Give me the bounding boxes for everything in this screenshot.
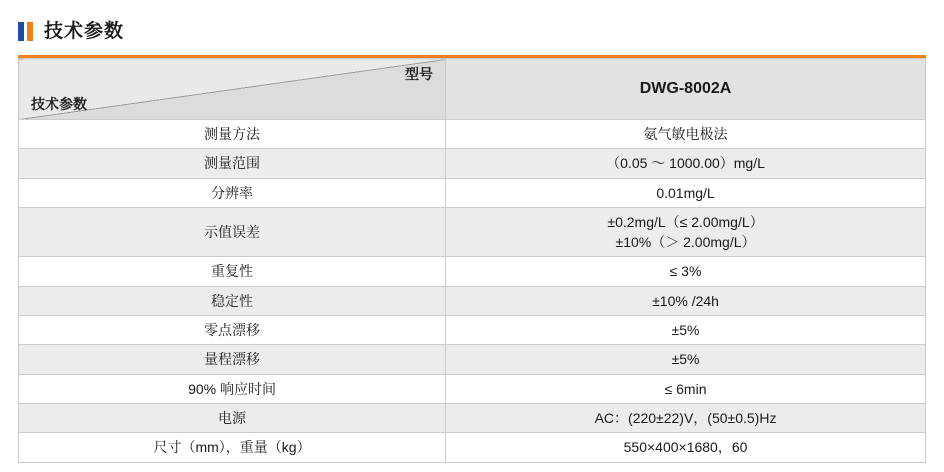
row-param: 分辨率 [19,178,446,207]
row-value: ≤ 6min [446,374,926,403]
row-param: 电源 [19,403,446,432]
table-row [19,286,926,315]
row-value: ±10% /24h [446,286,926,315]
table-row [19,433,926,462]
table-header-row [19,59,926,120]
table-row [19,316,926,345]
row-param: 零点漂移 [19,316,446,345]
row-value: 0.01mg/L [446,178,926,207]
header-model-label: 型号 [405,66,434,82]
row-value: ±5% [446,345,926,374]
row-value: ≤ 3% [446,257,926,286]
table-row [19,374,926,403]
spec-sheet-page [0,22,944,472]
row-param: 重复性 [19,257,446,286]
header-model-value: DWG-8002A [446,59,926,120]
row-value: 氨气敏电极法 [446,120,926,149]
table-row [19,207,926,257]
table-row [19,257,926,286]
table-row [19,178,926,207]
row-param: 稳定性 [19,286,446,315]
table-row [19,345,926,374]
row-value: （0.05 ～ 1000.00）mg/L [446,149,926,178]
row-param: 测量范围 [19,149,446,178]
row-value: 550×400×1680，60 [446,433,926,462]
section-heading [18,22,944,41]
row-value [446,207,926,257]
row-value: ±5% [446,316,926,345]
table-row [19,403,926,432]
row-value-line-2: ±10%（＞ 2.00mg/L） [615,234,756,251]
spec-table [18,58,926,463]
page-title: 技术参数 [44,21,125,42]
row-param: 90% 响应时间 [19,374,446,403]
row-param: 测量方法 [19,120,446,149]
spec-table-container [18,55,926,463]
heading-bars-icon [18,22,33,41]
row-value-line-1: ±0.2mg/L（≤ 2.00mg/L） [607,213,764,230]
row-value: AC：(220±22)V，(50±0.5)Hz [446,403,926,432]
table-row [19,149,926,178]
row-param: 尺寸（mm），重量（kg） [19,433,446,462]
header-param-label: 技术参数 [31,95,87,112]
row-param: 示值误差 [19,207,446,257]
table-row [19,120,926,149]
row-param: 量程漂移 [19,345,446,374]
header-diagonal-cell [19,59,446,120]
